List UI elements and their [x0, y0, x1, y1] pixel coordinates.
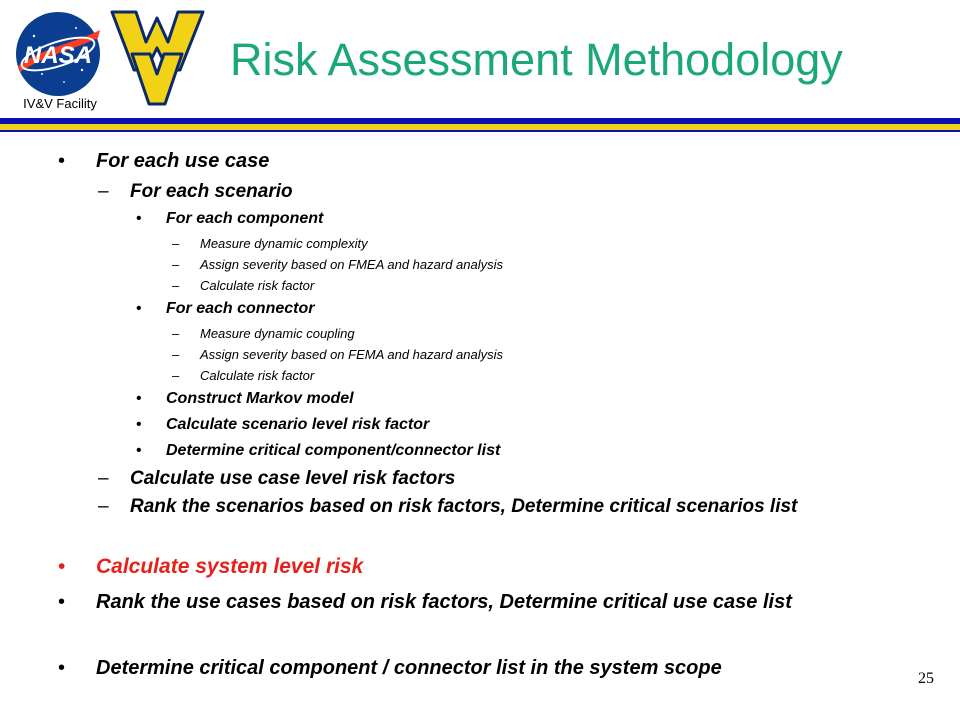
list-item: – For each scenario	[98, 181, 293, 202]
list-item: • Calculate scenario level risk factor	[136, 416, 430, 433]
list-item: – Rank the scenarios based on risk factors, Determine critical scenarios list	[98, 496, 798, 517]
nasa-logo	[12, 8, 104, 100]
list-item: – Calculate use case level risk factors	[98, 468, 456, 489]
list-item: • Construct Markov model	[136, 390, 354, 407]
list-item: – Calculate risk factor	[172, 368, 315, 383]
page-number: 25	[918, 670, 934, 687]
list-item-highlight: • Calculate system level risk	[58, 555, 364, 578]
list-item: • Rank the use cases based on risk factors, Determine critical use case list	[58, 591, 792, 613]
list-item: – Assign severity based on FMEA and hazard analysis	[172, 257, 504, 272]
list-item: – Measure dynamic coupling	[172, 326, 355, 341]
nasa-logo-text: NASA	[23, 42, 93, 69]
list-item: – Measure dynamic complexity	[172, 236, 368, 251]
list-item: • Determine critical component/connector list	[136, 442, 501, 459]
list-item: – Calculate risk factor	[172, 278, 315, 293]
list-item: • For each use case	[58, 150, 270, 172]
page-title: Risk Assessment Methodology	[230, 34, 843, 85]
list-item: • For each connector	[136, 300, 315, 317]
wv-logo	[110, 8, 205, 108]
list-item: – Assign severity based on FEMA and hazard analysis	[172, 347, 504, 362]
list-item: • For each component	[136, 210, 324, 227]
header-divider-band	[0, 118, 960, 132]
list-item: • Determine critical component / connector list in the system scope	[58, 657, 722, 679]
facility-label: IV&V Facility	[23, 96, 97, 111]
